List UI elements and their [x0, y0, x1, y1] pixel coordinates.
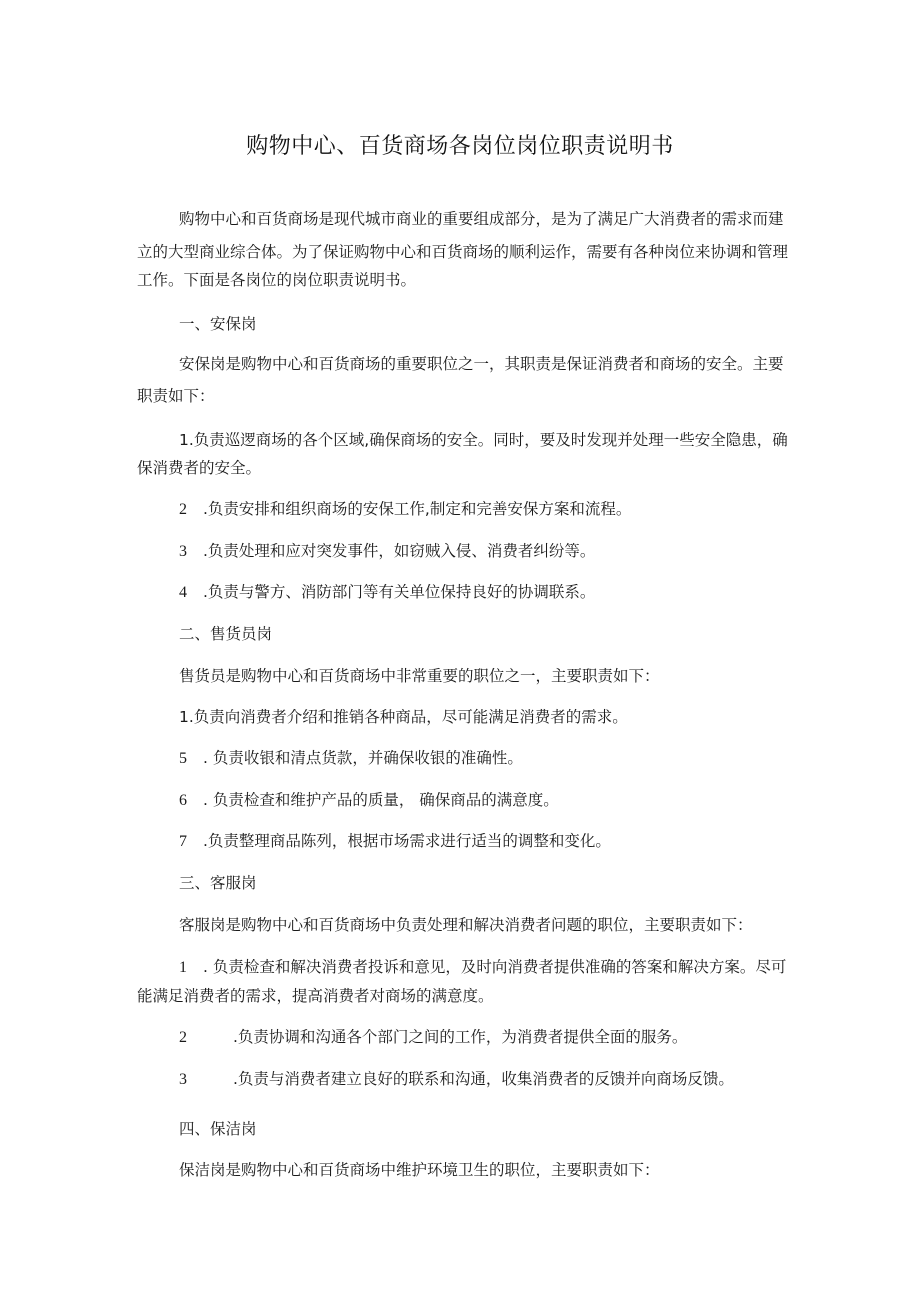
security-item-2	[179, 499, 631, 520]
sales-item-1: 1.负责向消费者介绍和推销各种商品，尽可能满足消费者的需求。	[179, 708, 628, 726]
item-number: 2	[179, 501, 187, 518]
intro-line-2: 立的大型商业综合体。为了保证购物中心和百货商场的顺利运作，需要有各种岗位来协调和管理	[137, 243, 789, 261]
item-text: .负责安排和组织商场的安保工作,制定和完善安保方案和流程。	[203, 500, 632, 518]
service-desc: 客服岗是购物中心和百货商场中负责处理和解决消费者问题的职位，主要职责如下：	[179, 916, 753, 934]
security-item-1-line-1: 1.负责巡逻商场的各个区域,确保商场的安全。同时，要及时发现并处理一些安全隐患，确	[179, 431, 788, 449]
security-desc-line-2: 职责如下：	[137, 387, 215, 405]
item-text: .负责整理商品陈列，根据市场需求进行适当的调整和变化。	[203, 832, 611, 850]
item-text: .负责协调和沟通各个部门之间的工作，为消费者提供全面的服务。	[233, 1028, 688, 1046]
item-number: 3	[179, 1071, 187, 1088]
service-item-1-line-2: 能满足消费者的需求，提高消费者对商场的满意度。	[137, 987, 494, 1005]
intro-line-1: 购物中心和百货商场是现代城市商业的重要组成部分，是为了满足广大消费者的需求而建	[179, 210, 784, 228]
service-item-2	[179, 1027, 687, 1048]
item-text: . 负责检查和解决消费者投诉和意见，及时向消费者提供准确的答案和解决方案。尽可	[203, 958, 787, 976]
sales-desc: 售货员是购物中心和百货商场中非常重要的职位之一，主要职责如下：	[179, 667, 660, 685]
item-number: 4	[179, 584, 187, 601]
sales-item-7	[179, 831, 611, 852]
item-text: .负责与警方、消防部门等有关单位保持良好的协调联系。	[203, 583, 596, 601]
security-item-4	[179, 582, 595, 603]
item-number: 6	[179, 792, 187, 809]
section-heading-service: 三、客服岗	[179, 874, 257, 892]
security-item-3	[179, 541, 595, 562]
service-item-1-line-1	[179, 957, 786, 978]
sales-item-6	[179, 790, 559, 811]
item-number: 5	[179, 750, 187, 767]
section-heading-sales: 二、售货员岗	[179, 625, 273, 643]
cleaning-desc: 保洁岗是购物中心和百货商场中维护环境卫生的职位，主要职责如下：	[179, 1161, 660, 1179]
item-text: .负责处理和应对突发事件，如窃贼入侵、消费者纠纷等。	[203, 542, 596, 560]
document-title: 购物中心、百货商场各岗位岗位职责说明书	[246, 134, 674, 159]
intro-line-3: 工作。下面是各岗位的岗位职责说明书。	[137, 271, 417, 289]
item-number: 1	[179, 959, 187, 976]
section-heading-cleaning: 四、保洁岗	[179, 1120, 257, 1138]
sales-item-5	[179, 748, 523, 769]
item-number: 7	[179, 833, 187, 850]
item-number: 3	[179, 543, 187, 560]
item-text: . 负责检查和维护产品的质量， 确保商品的满意度。	[203, 791, 559, 809]
section-heading-security: 一、安保岗	[179, 315, 257, 333]
service-item-3	[179, 1069, 734, 1090]
item-number: 2	[179, 1029, 187, 1046]
security-item-1-line-2: 保消费者的安全。	[137, 459, 262, 477]
item-text: . 负责收银和清点货款，并确保收银的准确性。	[203, 749, 523, 767]
item-text: .负责与消费者建立良好的联系和沟通，收集消费者的反馈并向商场反馈。	[233, 1070, 734, 1088]
security-desc-line-1: 安保岗是购物中心和百货商场的重要职位之一，其职责是保证消费者和商场的安全。主要	[179, 355, 784, 373]
